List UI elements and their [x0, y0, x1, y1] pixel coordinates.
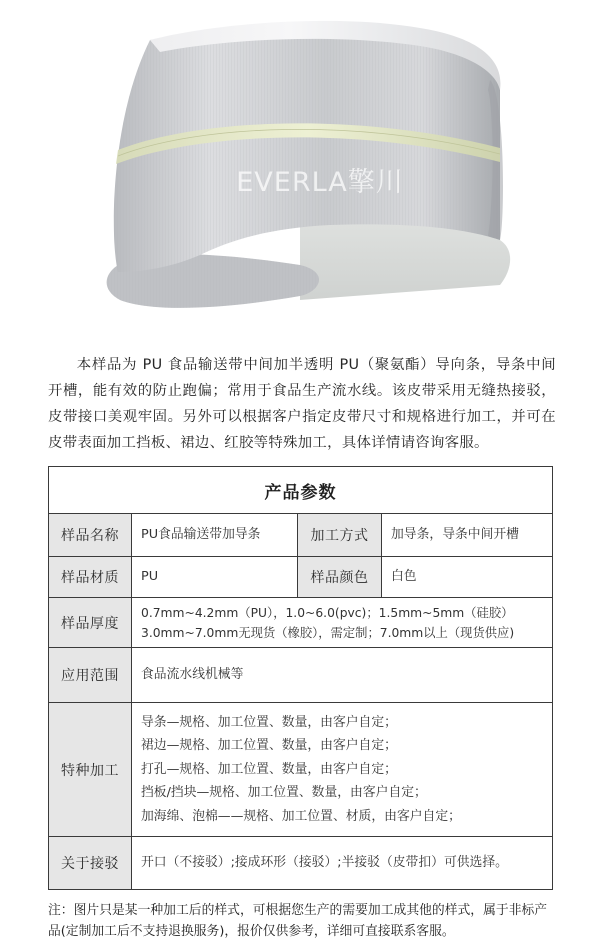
table-row	[49, 837, 553, 890]
table-row	[49, 598, 553, 648]
product-parameters-table	[48, 466, 553, 890]
footer-note: 注：图片只是某一种加工后的样式，可根据您生产的需要加工成其他的样式，属于非标产品(定制加工后不支持退换服务)，报价仅供参考，详细可直接联系客服。	[48, 903, 548, 939]
special-processing-line: 打孔—规格、加工位置、数量，由客户自定；	[141, 761, 397, 777]
application-value: 食品流水线机械等	[132, 648, 553, 703]
application-label: 应用范围	[49, 648, 132, 703]
brand-watermark: EVERLA擎川	[236, 167, 404, 198]
special-processing-label: 特种加工	[49, 703, 132, 837]
process-value: 加导条，导条中间开槽	[382, 514, 553, 557]
process-label: 加工方式	[298, 514, 382, 557]
table-row	[49, 648, 553, 703]
table-title: 产品参数	[49, 467, 553, 514]
special-processing-value	[132, 703, 553, 837]
material-value: PU	[132, 557, 298, 598]
product-image	[0, 0, 600, 340]
joint-value: 开口（不接驳）;接成环形（接驳）;半接驳（皮带扣）可供选择。	[132, 837, 553, 890]
special-processing-line: 加海绵、泡棉——规格、加工位置、材质，由客户自定；	[141, 808, 461, 824]
table-row	[49, 514, 553, 557]
color-value: 白色	[382, 557, 553, 598]
table-row	[49, 703, 553, 837]
color-label: 样品颜色	[298, 557, 382, 598]
sample-name-label: 样品名称	[49, 514, 132, 557]
special-processing-line: 导条—规格、加工位置、数量，由客户自定；	[141, 714, 397, 730]
special-processing-line: 裙边—规格、加工位置、数量，由客户自定；	[141, 738, 397, 754]
product-description: 本样品为 PU 食品输送带中间加半透明 PU（聚氨酯）导向条，导条中间开槽，能有效的防止跑偏；常用于食品生产流水线。该皮带采用无缝热接驳，皮带接口美观牢固。另外可以根据客户指定皮带尺寸和规格进行加工，并可在皮带表面加工挡板、裙边、红胶等特殊加工，具体详情请咨询客服。	[48, 357, 556, 451]
table-row	[49, 557, 553, 598]
thickness-line: 0.7mm~4.2mm（PU），1.0~6.0(pvc)；1.5mm~5mm（硅胶）	[141, 605, 514, 620]
thickness-line: 3.0mm~7.0mm无现货（橡胶），需定制；7.0mm以上（现货供应)	[141, 625, 515, 640]
sample-name-value: PU食品输送带加导条	[132, 514, 298, 557]
joint-label: 关于接驳	[49, 837, 132, 890]
table-header-row	[49, 467, 553, 514]
special-processing-line: 挡板/挡块—规格、加工位置、数量，由客户自定；	[141, 785, 427, 801]
thickness-label: 样品厚度	[49, 598, 132, 648]
thickness-value	[132, 598, 553, 648]
material-label: 样品材质	[49, 557, 132, 598]
